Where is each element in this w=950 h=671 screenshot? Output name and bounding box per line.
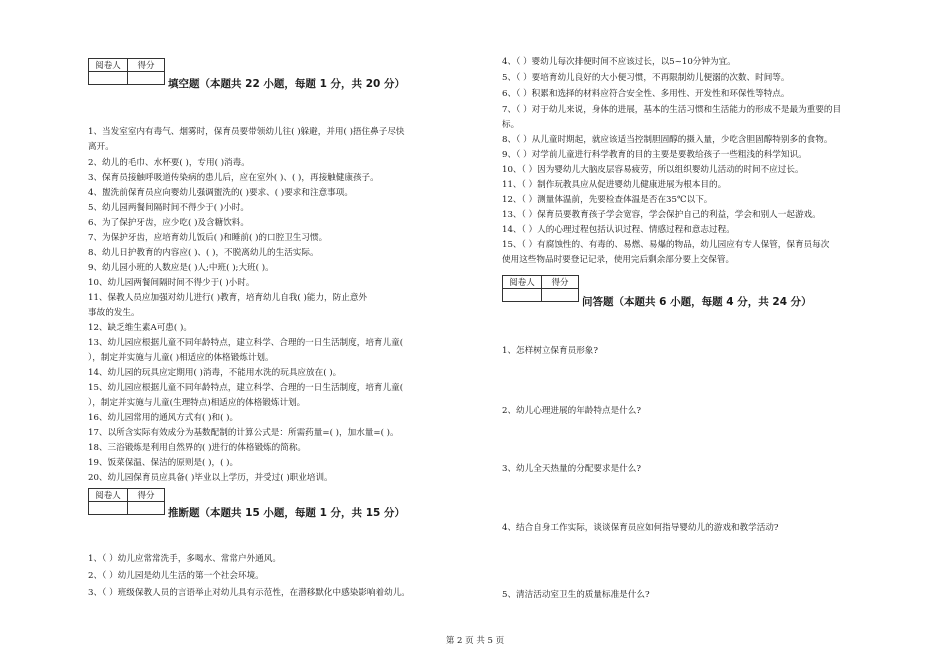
qa-question: 5、清洁活动室卫生的质量标准是什么? [502, 590, 650, 600]
judge-item: 标。 [502, 120, 520, 130]
judge-item: 2、（ ）幼儿园是幼儿生活的第一个社会环境。 [88, 571, 264, 581]
judge-item: 5、（ ）要培育幼儿良好的大小便习惯，不再限制幼儿便溺的次数、时间等。 [502, 73, 790, 83]
score-box-judge [88, 488, 165, 515]
judge-item: 使用这些物品时要登记记录，使用完后剩余部分要上交保管。 [502, 255, 735, 265]
fill-line: 离开。 [88, 142, 114, 152]
fill-line: 7、为保护牙齿，应培育幼儿饭后( )和睡前( )的口腔卫生习惯。 [88, 233, 328, 243]
judge-item: 1、（ ）幼儿应常常洗手，多喝水、常常户外通风。 [88, 554, 281, 564]
qa-section-title: 问答题（本题共 6 小题，每题 4 分，共 24 分） [582, 296, 812, 308]
score-box-fill [88, 58, 165, 85]
reviewer-cell[interactable] [89, 72, 128, 85]
reviewer-label: 阅卷人 [89, 489, 128, 502]
score-label: 得分 [128, 59, 165, 72]
judge-item: 10、（ ）因为婴幼儿大脑皮层容易疲劳，所以组织婴幼儿活动的时间不应过长。 [502, 165, 804, 175]
fill-line: 18、三浴锻炼是利用自然界的( )进行的体格锻炼的简称。 [88, 443, 307, 453]
judge-item: 4、（ ）婴幼儿每次排便时间不应该过长，以5~10分钟为宜。 [502, 57, 736, 67]
score-box-qa [502, 275, 579, 302]
fill-line: 13、幼儿园应根据儿童不同年龄特点，建立科学、合理的一日生活制度，培育儿童( [88, 338, 404, 348]
reviewer-label: 阅卷人 [503, 276, 542, 289]
fill-line: 16、幼儿园常用的通风方式有( )和( )。 [88, 413, 239, 423]
judge-item: 9、（ ）对学前儿童进行科学教育的目的主要是要教给孩子一些粗浅的科学知识。 [502, 150, 807, 160]
judge-item: 8、（ ）从儿童时期起，就应该适当控制胆固醇的摄入量，少吃含胆固醇特别多的食物。 [502, 135, 833, 145]
fill-line: 19、饭菜保温、保洁的原则是( )，( )。 [88, 458, 239, 468]
score-label: 得分 [542, 276, 579, 289]
fill-line: 2、幼儿的毛巾、水杯要( )，专用( )消毒。 [88, 158, 250, 168]
fill-line: 事故的发生。 [88, 308, 140, 318]
score-cell[interactable] [128, 502, 165, 515]
fill-line: 5、幼儿园两餐间隔时间不得少于( )小时。 [88, 203, 249, 213]
score-label: 得分 [128, 489, 165, 502]
judge-item: 14、（ ）人的心理过程包括认识过程、情感过程和意志过程。 [502, 225, 735, 235]
fill-line: ），制定并实施与儿童(生理特点)相适应的体格锻炼计划。 [88, 398, 306, 408]
qa-question: 4、结合自身工作实际，谈谈保育员应如何指导婴幼儿的游戏和教学活动? [502, 523, 779, 533]
fill-section-title: 填空题（本题共 22 小题，每题 1 分，共 20 分） [168, 78, 405, 90]
reviewer-label: 阅卷人 [89, 59, 128, 72]
judge-item: 13、（ ）保育员要教育孩子学会宽容，学会保护自己的利益，学会和别人一起游戏。 [502, 210, 821, 220]
fill-line: 4、盥洗前保育员应向婴幼儿强调盥洗的( )要求、( )要求和注意事项。 [88, 188, 353, 198]
fill-line: 17、以所含实际有效成分为基数配制的计算公式是：所需药量=( )，加水量=( )。 [88, 428, 399, 438]
judge-item: 11、（ ）制作玩教具应从促进婴幼儿健康进展为根本目的。 [502, 180, 727, 190]
qa-question: 2、幼儿心理进展的年龄特点是什么? [502, 406, 641, 416]
fill-line: ），制定并实施与儿童( )相适应的体格锻炼计划。 [88, 353, 274, 363]
page-footer: 第 2 页 共 5 页 [445, 636, 505, 646]
judge-item: 3、（ ）班级保教人员的言语举止对幼儿具有示范性，在潜移默化中感染影响着幼儿。 [88, 588, 410, 598]
judge-section-title: 推断题（本题共 15 小题，每题 1 分，共 15 分） [168, 507, 405, 519]
judge-item: 15、（ ）有腐蚀性的、有毒的、易燃、易爆的物品，幼儿园应有专人保管，保育员每次 [502, 240, 830, 250]
fill-line: 8、幼儿日护教育的内容应( )、( )，不脱离幼儿的生活实际。 [88, 248, 319, 258]
qa-question: 1、怎样树立保育员形象? [502, 346, 599, 356]
fill-line: 6、为了保护牙齿，应少吃( )及含糖饮料。 [88, 218, 249, 228]
judge-item: 7、（ ）对于幼儿来说，身体的进展，基本的生活习惯和生活能力的形成不是最为重要的目 [502, 105, 842, 115]
reviewer-cell[interactable] [503, 289, 542, 302]
score-cell[interactable] [542, 289, 579, 302]
fill-line: 20、幼儿园保育员应具备( )毕业以上学历，并受过( )职业培训。 [88, 473, 333, 483]
score-cell[interactable] [128, 72, 165, 85]
qa-question: 3、幼儿全天热量的分配要求是什么? [502, 464, 641, 474]
fill-line: 9、幼儿园小班的人数应是( )人;中班( );大班( )。 [88, 263, 274, 273]
judge-item: 6、（ ）积累和选择的材料应符合安全性、多用性、开发性和环保性等特点。 [502, 89, 790, 99]
fill-line: 14、幼儿园的玩具应定期用( )消毒，不能用水洗的玩具应放在( )。 [88, 368, 342, 378]
fill-line: 1、当发室室内有毒气、烟雾时，保育员要带领幼儿往( )躲避，并用( )捂住鼻子尽快 [88, 127, 405, 137]
fill-line: 3、保育员接触呼吸道传染病的患儿后，应在室外( )、( )，再接触健康孩子。 [88, 173, 379, 183]
fill-line: 15、幼儿园应根据儿童不同年龄特点，建立科学、合理的一日生活制度，培育儿童( [88, 383, 404, 393]
reviewer-cell[interactable] [89, 502, 128, 515]
fill-line: 11、保教人员应加强对幼儿进行( )教育，培育幼儿自我( )能力，防止意外 [88, 293, 368, 303]
fill-line: 12、缺乏维生素A可患( )。 [88, 323, 192, 333]
judge-item: 12、（ ）测量体温前，先要检查体温是否在35℃以下。 [502, 195, 713, 205]
fill-line: 10、幼儿园两餐间隔时间不得少于( )小时。 [88, 278, 255, 288]
